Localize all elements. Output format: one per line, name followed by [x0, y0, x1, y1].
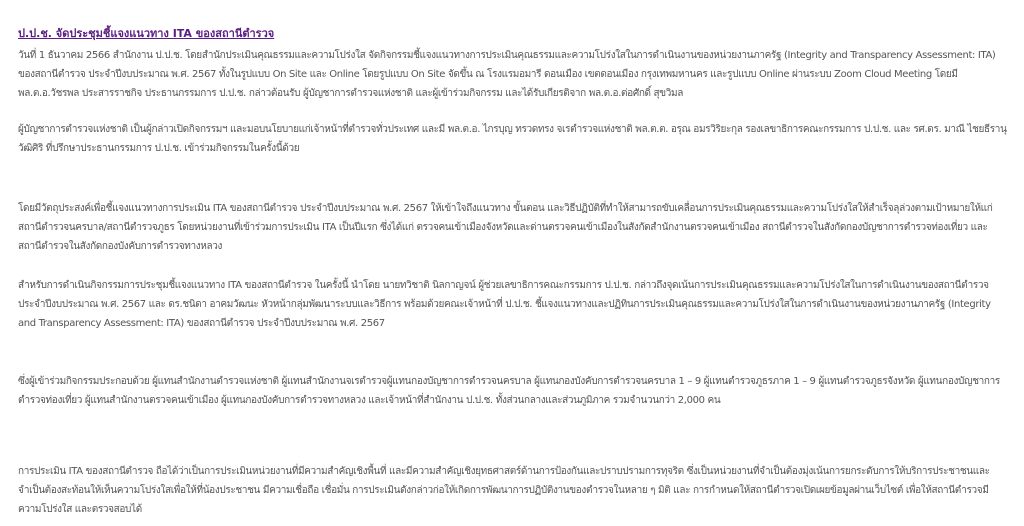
article-paragraph-6: การประเมิน ITA ของสถานีตำรวจ ถือได้ว่าเป็นการประเมินหน่วยงานที่มีความสำคัญเชิงพื้นที่ และมีความสำคัญเชิงยุทธศาสตร์ด้านการป้องกันและปราบปรามการทุจริต ซึ่งเป็นหน่วยงานที่จำเป็นต้องมุ่งเน้นการยกระดับการให้บริการประชาชนและจำเป็นต้องสะท้อนให้เห็นความโปร่งใสเพื่อให้ที่น้องประชาชน มีความเชื่อถือ เชื่อมั่น การประเมินดังกล่าวก่อให้เกิดการพัฒนาการปฏิบัติงานของตำรวจในหลาย ๆ มิติ และ การกำหนดให้สถานีตำรวจเปิดเผยข้อมูลผ่านเว็บไซต์ เพื่อให้สถานีตำรวจมีความโปร่งใส และตรวจสอบได้ — [18, 466, 990, 515]
article-paragraph-5: ซึ่งผู้เข้าร่วมกิจกรรมประกอบด้วย ผู้แทนสำนักงานตำรวจแห่งชาติ ผู้แทนสำนักงานจเรตำรวจผู้แทนกองบัญชาการตำรวจนครบาล ผู้แทนกองบังคับการตำรวจนครบาล 1 – 9 ผู้แทนตำรวจภูธรภาค 1 – 9 ผู้แทนตำรวจภูธรจังหวัด ผู้แทนกองบัญชาการตำรวจท่องเที่ยว ผู้แทนสำนักงานตรวจคนเข้าเมือง ผู้แทนกองบังคับการตำรวจทางหลวง และเจ้าหน้าที่สำนักงาน ป.ป.ช. ทั้งส่วนกลางและส่วนภูมิภาค รวมจำนวนกว่า 2,000 คน — [18, 376, 1000, 406]
article-paragraph-1: วันที่ 1 ธันวาคม 2566 สำนักงาน ป.ป.ช. โดยสำนักประเมินคุณธรรมและความโปร่งใส จัดกิจกรรมชี้แจงแนวทางการประเมินคุณธรรมและความโปร่งใสในการดำเนินงานของหน่วยงานภาครัฐ (Integrity and Transparency Assessment: ITA) ของสถานีตำรวจ ประจำปีงบประมาณ พ.ศ. 2567 ทั้งในรูปแบบ On Site และ Online โดยรูปแบบ On Site จัดขึ้น ณ โรงแรมอมารี ดอนเมือง เขตดอนเมือง กรุงเทพมหานคร และรูปแบบ Online ผ่านระบบ Zoom Cloud Meeting โดยมี พล.ต.อ.วัชรพล ประสารราชกิจ ประธานกรรมการ ป.ป.ช. กล่าวต้อนรับ ผู้บัญชาการตำรวจแห่งชาติ และผู้เข้าร่วมกิจกรรม และได้รับเกียรติจาก พล.ต.อ.ต่อศักดิ์ สุขวิมล — [18, 50, 996, 99]
article-title: ป.ป.ช. จัดประชุมชี้แจงแนวทาง ITA ของสถานีตำรวจ — [18, 27, 275, 40]
article-paragraph-2: ผู้บัญชาการตำรวจแห่งชาติ เป็นผู้กล่าวเปิดกิจกรรมฯ และมอบนโยบายแก่เจ้าหน้าที่ตำรวจทั่วประเทศ และมี พล.ต.อ. ไกรบุญ ทรวดทรง จเรตำรวจแห่งชาติ พล.ต.ต. อรุณ อมรวิริยะกุล รองเลขาธิการคณะกรรมการ ป.ป.ช. และ รศ.ดร. มาณี ไชยธีรานุวัฒิศิริ ที่ปรึกษาประธานกรรมการ ป.ป.ช. เข้าร่วมกิจกรรมในครั้งนี้ด้วย — [18, 124, 1007, 154]
article-paragraph-3: โดยมีวัตถุประสงค์เพื่อชี้แจงแนวทางการประเมิน ITA ของสถานีตำรวจ ประจำปีงบประมาณ พ.ศ. 2567 ให้เข้าใจถึงแนวทาง ขั้นตอน และวิธีปฏิบัติที่ทำให้สามารถขับเคลื่อนการประเมินคุณธรรมและความโปร่งใสให้สำเร็จลุล่วงตามเป้าหมายให้แก่สถานีตำรวจนครบาล/สถานีตำรวจภูธร โดยหน่วยงานที่เข้าร่วมการประเมิน ITA เป็นปีแรก ซึ่งได้แก่ ตรวจคนเข้าเมืองจังหวัดและด่านตรวจคนเข้าเมืองในสังกัดสำนักงานตรวจคนเข้าเมือง สถานีตำรวจในสังกัดกองบัญชาการตำรวจท่องเที่ยว และสถานีตำรวจในสังกัดกองบังคับการตำรวจทางหลวง — [18, 203, 993, 252]
article-paragraph-4: สำหรับการดำเนินกิจกรรมการประชุมชี้แจงแนวทาง ITA ของสถานีตำรวจ ในครั้งนี้ นำโดย นายทวิชาติ นิลกาญจน์ ผู้ช่วยเลขาธิการคณะกรรมการ ป.ป.ช. กล่าวถึงจุดเน้นการประเมินคุณธรรมและความโปร่งใสในการดำเนินงานของสถานีตำรวจ ประจำปีงบประมาณ พ.ศ. 2567 และ ดร.ชนิดา อาคมวัฒนะ หัวหน้ากลุ่มพัฒนาระบบและวิธีการ พร้อมด้วยคณะเจ้าหน้าที่ ป.ป.ช. ชี้แจงแนวทางและปฏิทินการประเมินคุณธรรมและความโปร่งใสในการดำเนินงานของหน่วยงานภาครัฐ (Integrity and Transparency Assessment: ITA) ของสถานีตำรวจ ประจำปีงบประมาณ พ.ศ. 2567 — [18, 280, 991, 329]
